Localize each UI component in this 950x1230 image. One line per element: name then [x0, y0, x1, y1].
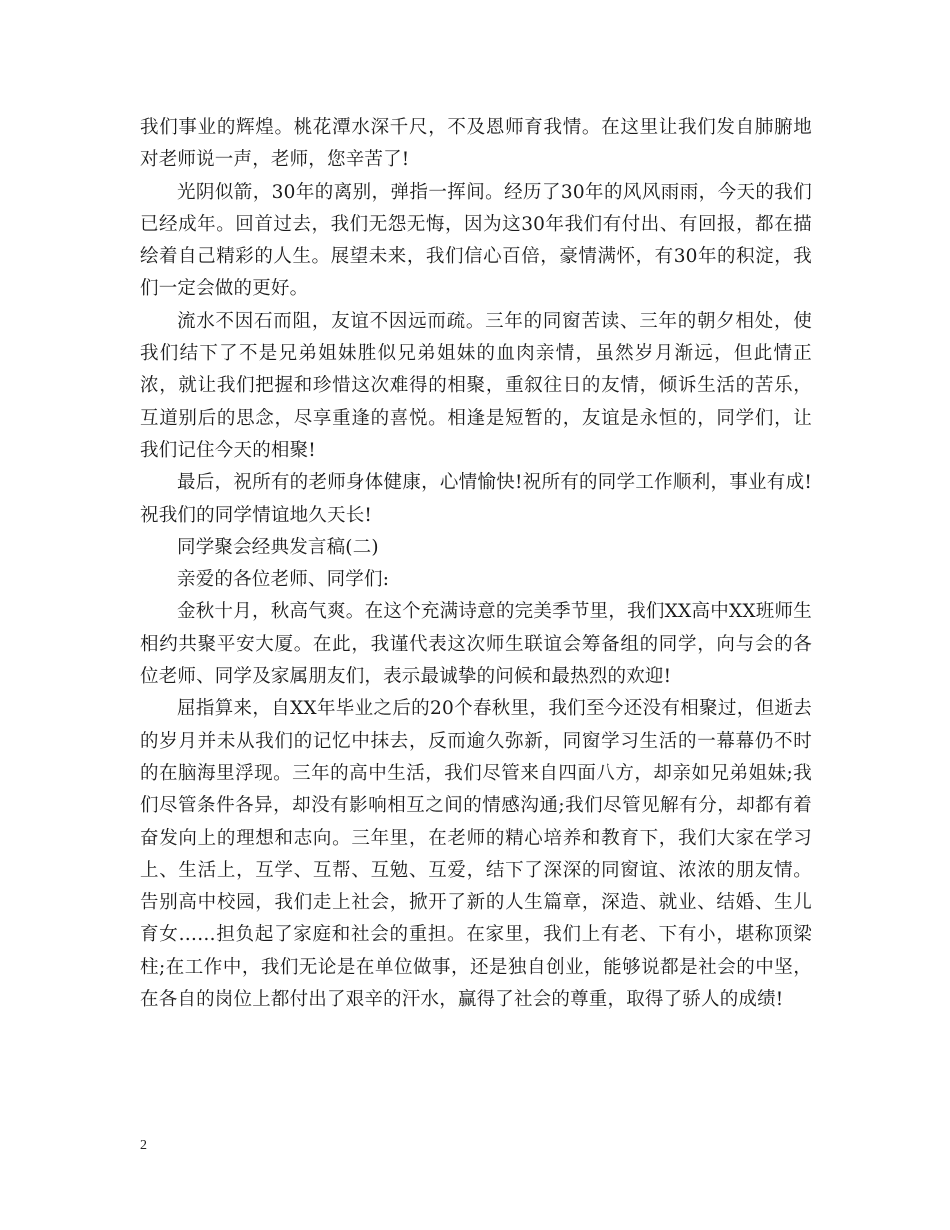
salutation: 亲爱的各位老师、同学们:	[177, 569, 390, 591]
paragraph-7: 金秋十月，秋高气爽。在这个充满诗意的完美季节里，我们XX高中XX班师生相约共聚平安大厦。在此，我谨代表这次师生联谊会筹备组的同学，向与会的各位老师、同学及家属朋友们，表示最诚挚的问候和最热烈的欢迎!	[140, 601, 812, 688]
paragraph-1: 我们事业的辉煌。桃花潭水深千尺，不及恩师育我情。在这里让我们发自肺腑地对老师说一声，老师，您辛苦了!	[140, 117, 812, 171]
document-body	[140, 112, 812, 1016]
paragraph-4: 最后，祝所有的老师身体健康，心情愉快!祝所有的同学工作顺利，事业有成!祝我们的同学情谊地久天长!	[140, 472, 812, 526]
paragraph-8: 屈指算来，自XX年毕业之后的20个春秋里，我们至今还没有相聚过，但逝去的岁月并未从我们的记忆中抹去，反而逾久弥新，同窗学习生活的一幕幕仍不时的在脑海里浮现。三年的高中生活，我们尽管来自四面八方，却亲如兄弟姐妹;我们尽管条件各异，却没有影响相互之间的情感沟通;我们尽管见解有分，却都有着奋发向上的理想和志向。三年里，在老师的精心培养和教育下，我们大家在学习上、生活上，互学、互帮、互勉、互爱，结下了深深的同窗谊、浓浓的朋友情。告别高中校园，我们走上社会，掀开了新的人生篇章，深造、就业、结婚、生儿育女……担负起了家庭和社会的重担。在家里，我们上有老、下有小，堪称顶梁柱;在工作中，我们无论是在单位做事，还是独自创业，能够说都是社会的中坚，在各自的岗位上都付出了艰辛的汗水，赢得了社会的尊重，取得了骄人的成绩!	[140, 698, 812, 1011]
paragraph-3: 流水不因石而阻，友谊不因远而疏。三年的同窗苦读、三年的朝夕相处，使我们结下了不是兄弟姐妹胜似兄弟姐妹的血肉亲情，虽然岁月渐远，但此情正浓，就让我们把握和珍惜这次难得的相聚，重叙往日的友情，倾诉生活的苦乐，互道别后的思念，尽享重逢的喜悦。相逢是短暂的，友谊是永恒的，同学们，让我们记住今天的相聚!	[140, 310, 812, 461]
page-number: 2	[140, 1138, 147, 1153]
paragraph-2: 光阴似箭，30年的离别，弹指一挥间。经历了30年的风风雨雨，今天的我们已经成年。回首过去，我们无怨无悔，因为这30年我们有付出、有回报，都在描绘着自己精彩的人生。展望未来，我们信心百倍，豪情满怀，有30年的积淀，我们一定会做的更好。	[140, 181, 812, 300]
section-heading: 同学聚会经典发言稿(二)	[177, 536, 379, 558]
